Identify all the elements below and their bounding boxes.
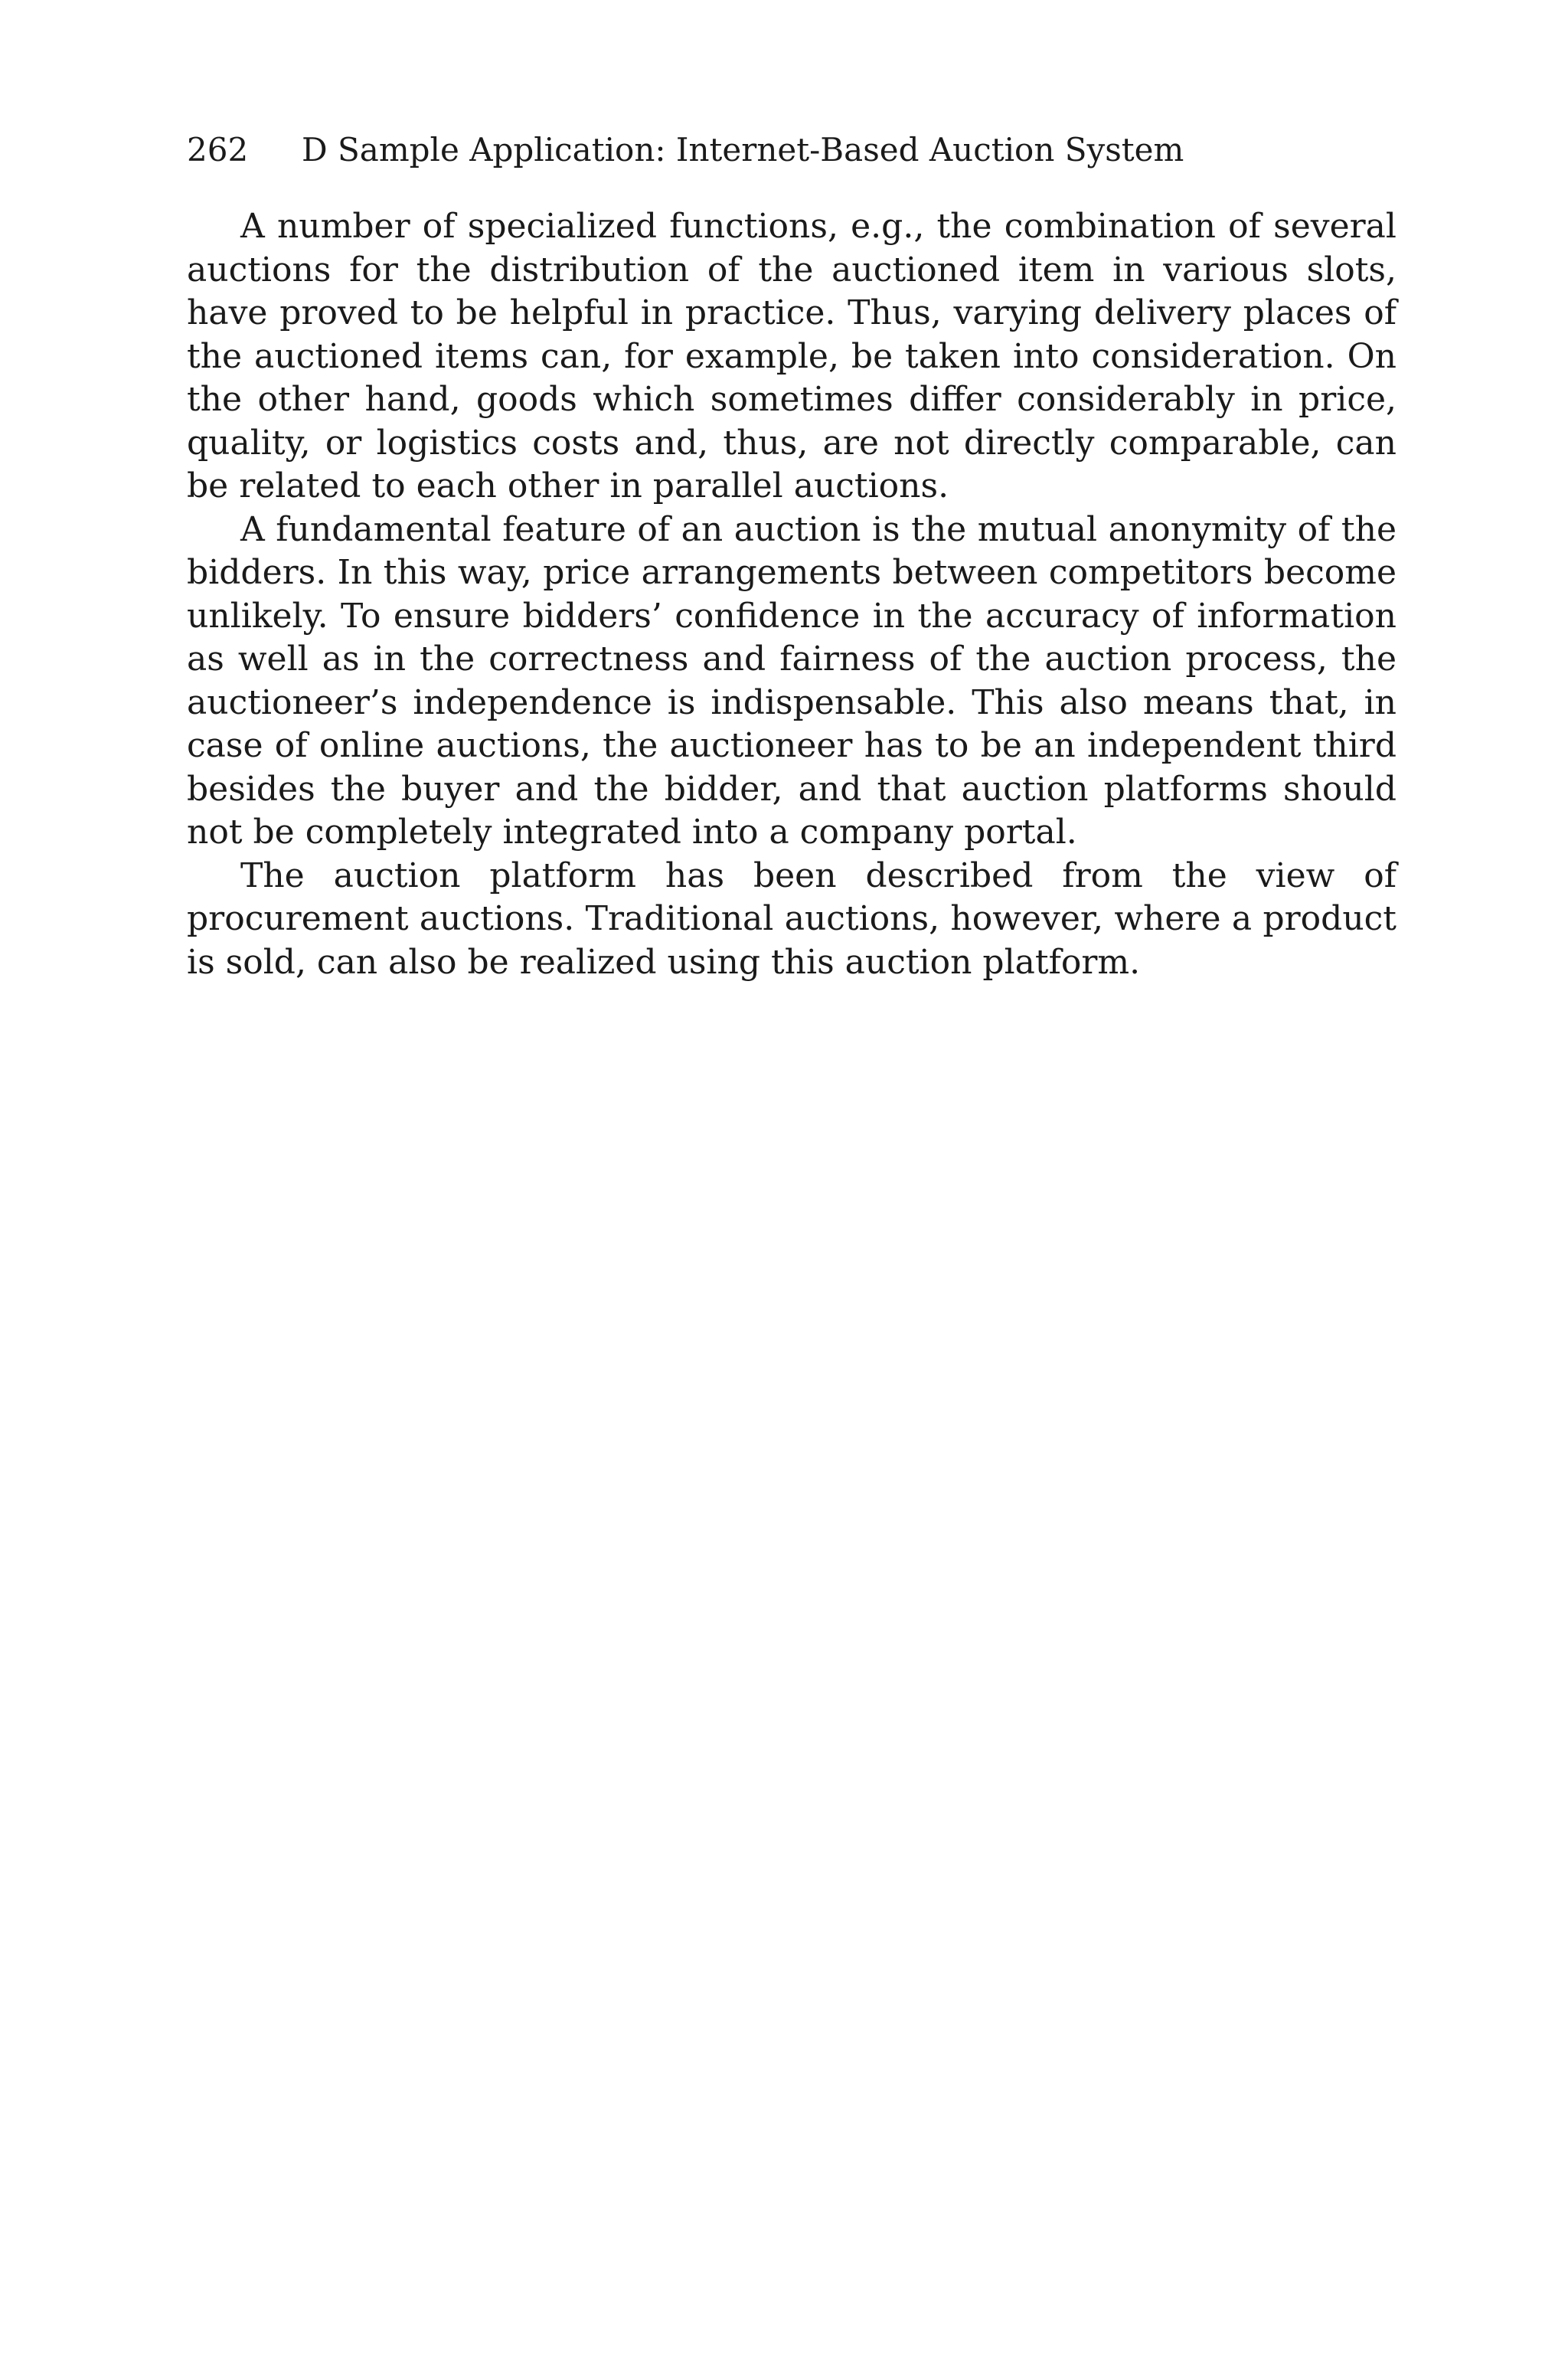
paragraph: The auction platform has been described from the view of procurement auctions. Traditional auctions, however, where a product is sold, can also be realized using this auction platform. — [187, 855, 1396, 982]
page-number: 262 — [187, 131, 249, 168]
body-text — [187, 205, 1396, 984]
running-head — [187, 127, 1396, 173]
chapter-title: D Sample Application: Internet-Based Auction System — [302, 131, 1184, 168]
paragraph: A fundamental feature of an auction is the mutual anonymity of the bidders. In this way, price arrangements between competitors become unlikely. To ensure bidders’ confidence in the accuracy of information as well as in the correctness and fairness of the auction process, the auctioneer’s independence is indispensable. This also means that, in case of online auctions, the auctioneer has to be an independent third besides the buyer and the bidder, and that auction platforms should not be completely integrated into a company portal. — [187, 509, 1396, 852]
paragraph: A number of specialized functions, e.g., the combination of several auctions for the distribution of the auctioned item in various slots, have proved to be helpful in practice. Thus, varying delivery places of the auctioned items can, for example, be taken into consideration. On the other hand, goods which sometimes differ considerably in price, quality, or logistics costs and, thus, are not directly comparable, can be related to each other in parallel auctions. — [187, 207, 1396, 505]
